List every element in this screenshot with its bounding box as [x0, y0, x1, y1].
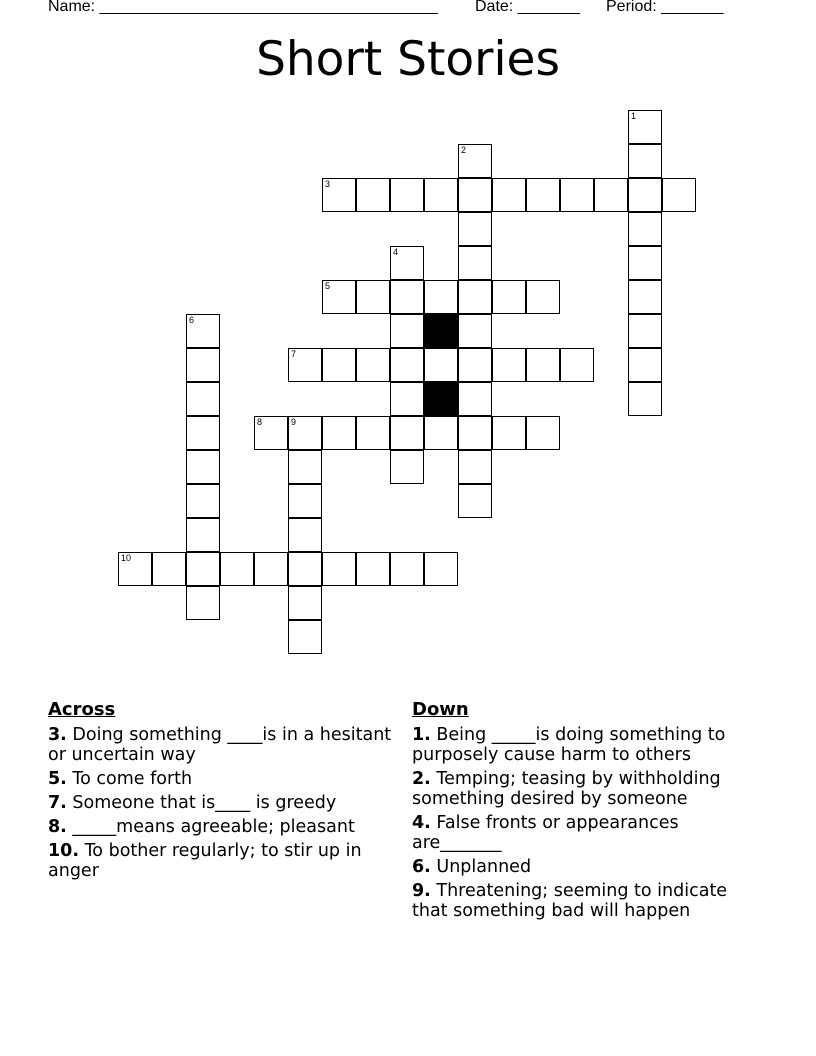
grid-cell[interactable] [526, 178, 560, 212]
clue-text: _____means agreeable; pleasant [72, 817, 355, 837]
clue-item [412, 857, 762, 877]
grid-cell[interactable] [458, 144, 492, 178]
grid-cell[interactable] [186, 552, 220, 586]
grid-cell[interactable] [152, 552, 186, 586]
grid-cell[interactable] [458, 314, 492, 348]
grid-cell[interactable] [628, 178, 662, 212]
clue-item [48, 793, 398, 813]
clue-number-label: 3 [325, 179, 331, 189]
clue-text: False fronts or appearances are_______ [412, 813, 679, 853]
grid-cell[interactable] [186, 450, 220, 484]
grid-cell[interactable] [628, 246, 662, 280]
clue-number: 5. [48, 769, 67, 789]
grid-cell[interactable] [628, 144, 662, 178]
grid-cell[interactable] [526, 348, 560, 382]
grid-cell[interactable] [186, 348, 220, 382]
grid-cell[interactable] [288, 450, 322, 484]
grid-cell[interactable] [458, 348, 492, 382]
grid-cell[interactable] [424, 178, 458, 212]
grid-cell[interactable] [458, 382, 492, 416]
grid-cell[interactable] [356, 348, 390, 382]
across-heading: Across [48, 699, 116, 720]
clue-number-label: 1 [631, 111, 637, 121]
grid-cell[interactable] [390, 382, 424, 416]
clue-number: 8. [48, 817, 67, 837]
grid-cell[interactable] [288, 416, 322, 450]
grid-cell[interactable] [322, 552, 356, 586]
grid-cell[interactable] [390, 348, 424, 382]
grid-cell[interactable] [186, 382, 220, 416]
grid-cell[interactable] [458, 212, 492, 246]
clue-item [412, 813, 762, 853]
grid-cell[interactable] [390, 314, 424, 348]
clue-item [48, 769, 398, 789]
clue-text: Temping; teasing by withholding something desired by someone [412, 769, 721, 809]
grid-cell[interactable] [390, 416, 424, 450]
clue-number: 6. [412, 857, 431, 877]
grid-cell[interactable] [288, 586, 322, 620]
clue-text: Someone that is____ is greedy [72, 793, 337, 813]
grid-cell[interactable] [560, 178, 594, 212]
grid-cell[interactable] [356, 552, 390, 586]
grid-cell[interactable] [390, 552, 424, 586]
clue-number-label: 4 [393, 247, 399, 257]
grid-cell[interactable] [560, 348, 594, 382]
grid-cell[interactable] [424, 416, 458, 450]
grid-cell[interactable] [220, 552, 254, 586]
grid-cell[interactable] [628, 382, 662, 416]
grid-cell[interactable] [390, 178, 424, 212]
grid-cell[interactable] [186, 518, 220, 552]
grid-cell[interactable] [322, 348, 356, 382]
grid-cell[interactable] [492, 348, 526, 382]
grid-cell[interactable] [628, 314, 662, 348]
grid-cell[interactable] [458, 246, 492, 280]
grid-cell[interactable] [628, 110, 662, 144]
grid-cell[interactable] [288, 620, 322, 654]
grid-cell[interactable] [186, 314, 220, 348]
clue-number: 10. [48, 841, 80, 861]
clue-number-label: 2 [461, 145, 467, 155]
grid-cell[interactable] [322, 178, 356, 212]
clue-number-label: 9 [291, 417, 297, 427]
clue-item [48, 841, 398, 881]
grid-cell[interactable] [356, 416, 390, 450]
clue-number-label: 8 [257, 417, 263, 427]
across-clues [48, 700, 398, 885]
grid-cell[interactable] [458, 280, 492, 314]
grid-cell[interactable] [628, 280, 662, 314]
grid-cell[interactable] [526, 280, 560, 314]
clue-number: 3. [48, 725, 67, 745]
grid-cell[interactable] [186, 484, 220, 518]
grid-cell[interactable] [118, 552, 152, 586]
down-clues [412, 700, 762, 925]
grid-cell[interactable] [458, 450, 492, 484]
grid-cell[interactable] [424, 552, 458, 586]
grid-cell[interactable] [628, 212, 662, 246]
clue-number: 1. [412, 725, 431, 745]
grid-cell[interactable] [288, 348, 322, 382]
clue-item [412, 881, 762, 921]
clue-item [48, 817, 398, 837]
clue-text: To come forth [72, 769, 193, 789]
grid-cell[interactable] [492, 280, 526, 314]
grid-cell[interactable] [322, 280, 356, 314]
clue-number-label: 7 [291, 349, 297, 359]
grid-cell[interactable] [662, 178, 696, 212]
clue-item [412, 769, 762, 809]
black-cell [424, 314, 458, 348]
page-title: Short Stories [256, 32, 560, 87]
grid-cell[interactable] [186, 586, 220, 620]
grid-cell[interactable] [390, 280, 424, 314]
clue-number-label: 10 [121, 553, 132, 563]
grid-cell[interactable] [356, 178, 390, 212]
grid-cell[interactable] [594, 178, 628, 212]
down-heading: Down [412, 699, 469, 720]
grid-cell[interactable] [254, 552, 288, 586]
clue-text: Threatening; seeming to indicate that something bad will happen [412, 881, 728, 921]
grid-cell[interactable] [458, 484, 492, 518]
grid-cell[interactable] [356, 280, 390, 314]
grid-cell[interactable] [492, 416, 526, 450]
grid-cell[interactable] [458, 178, 492, 212]
clue-number: 4. [412, 813, 431, 833]
clue-text: To bother regularly; to stir up in anger [48, 841, 362, 881]
grid-cell[interactable] [288, 552, 322, 586]
black-cell [424, 382, 458, 416]
clue-number-label: 6 [189, 315, 195, 325]
grid-cell[interactable] [628, 348, 662, 382]
grid-cell[interactable] [322, 416, 356, 450]
clue-item [48, 725, 398, 765]
clue-text: Doing something ____is in a hesitant or uncertain way [48, 725, 392, 765]
grid-cell[interactable] [390, 450, 424, 484]
grid-cell[interactable] [254, 416, 288, 450]
grid-cell[interactable] [458, 416, 492, 450]
grid-cell[interactable] [288, 518, 322, 552]
grid-cell[interactable] [424, 348, 458, 382]
date-field[interactable]: Date: _______ [475, 0, 580, 15]
clue-number: 9. [412, 881, 431, 901]
grid-cell[interactable] [390, 246, 424, 280]
clue-number: 7. [48, 793, 67, 813]
period-field[interactable]: Period: _______ [606, 0, 724, 15]
grid-cell[interactable] [186, 416, 220, 450]
name-field[interactable]: Name: ______________________________________ [48, 0, 438, 15]
grid-cell[interactable] [492, 178, 526, 212]
grid-cell[interactable] [424, 280, 458, 314]
clue-number-label: 5 [325, 281, 331, 291]
clue-number: 2. [412, 769, 431, 789]
clue-text: Unplanned [436, 857, 532, 877]
grid-cell[interactable] [526, 416, 560, 450]
grid-cell[interactable] [288, 484, 322, 518]
clue-item [412, 725, 762, 765]
clue-text: Being _____is doing something to purposely cause harm to others [412, 725, 726, 765]
